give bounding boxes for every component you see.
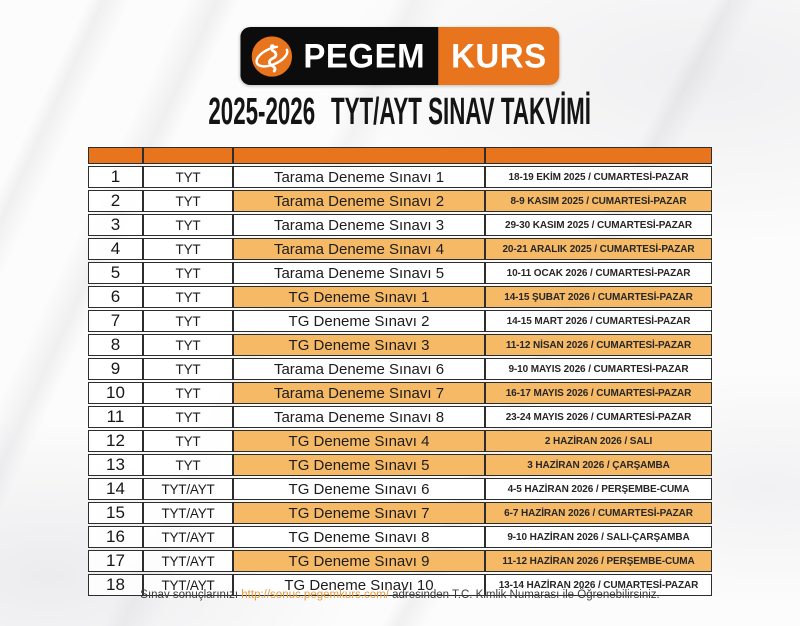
row-exam-type: TYT	[143, 406, 233, 428]
row-exam-date: 14-15 MART 2026 / CUMARTESİ-PAZAR	[485, 310, 712, 332]
row-exam-type: TYT/AYT	[143, 478, 233, 500]
row-number: 17	[88, 550, 143, 572]
header-cell-number	[88, 147, 143, 164]
table-row	[88, 286, 712, 308]
row-exam-date: 11-12 HAZİRAN 2026 / PERŞEMBE-CUMA	[485, 550, 712, 572]
logo-orange-section	[438, 27, 560, 85]
footer-prefix: Sınav sonuçlarınızı	[140, 589, 242, 601]
table-row	[88, 478, 712, 500]
row-exam-date: 6-7 HAZİRAN 2026 / CUMARTESİ-PAZAR	[485, 502, 712, 524]
table-row	[88, 166, 712, 188]
row-number: 5	[88, 262, 143, 284]
row-number: 6	[88, 286, 143, 308]
row-exam-date: 3 HAZİRAN 2026 / ÇARŞAMBA	[485, 454, 712, 476]
row-number: 7	[88, 310, 143, 332]
table-row	[88, 238, 712, 260]
row-exam-type: TYT	[143, 430, 233, 452]
table-row	[88, 214, 712, 236]
row-exam-date: 13-14 HAZİRAN 2026 / CUMARTESİ-PAZAR	[485, 574, 712, 596]
row-exam-name: TG Deneme Sınavı 7	[233, 502, 485, 524]
table-row	[88, 382, 712, 404]
row-number: 15	[88, 502, 143, 524]
row-exam-date: 11-12 NİSAN 2026 / CUMARTESİ-PAZAR	[485, 334, 712, 356]
row-number: 12	[88, 430, 143, 452]
row-exam-date: 10-11 OCAK 2026 / CUMARTESİ-PAZAR	[485, 262, 712, 284]
row-exam-type: TYT/AYT	[143, 526, 233, 548]
row-exam-name: TG Deneme Sınavı 8	[233, 526, 485, 548]
row-exam-name: Tarama Deneme Sınavı 1	[233, 166, 485, 188]
pegem-kurs-logo	[240, 27, 559, 85]
row-exam-name: TG Deneme Sınavı 6	[233, 478, 485, 500]
table-row	[88, 406, 712, 428]
exam-schedule-table	[88, 145, 712, 598]
table-header-row	[88, 147, 712, 164]
row-exam-type: TYT	[143, 190, 233, 212]
row-exam-date: 23-24 MAYIS 2026 / CUMARTESİ-PAZAR	[485, 406, 712, 428]
row-exam-type: TYT	[143, 238, 233, 260]
row-number: 18	[88, 574, 143, 596]
header-cell-date	[485, 147, 712, 164]
table-row	[88, 310, 712, 332]
row-exam-name: Tarama Deneme Sınavı 3	[233, 214, 485, 236]
title-years: 2025-2026	[208, 90, 316, 133]
row-number: 1	[88, 166, 143, 188]
table-row	[88, 454, 712, 476]
row-exam-date: 4-5 HAZİRAN 2026 / PERŞEMBE-CUMA	[485, 478, 712, 500]
row-exam-name: TG Deneme Sınavı 5	[233, 454, 485, 476]
row-exam-date: 18-19 EKİM 2025 / CUMARTESİ-PAZAR	[485, 166, 712, 188]
row-number: 9	[88, 358, 143, 380]
table-row	[88, 262, 712, 284]
row-exam-type: TYT	[143, 382, 233, 404]
table-row	[88, 550, 712, 572]
row-number: 11	[88, 406, 143, 428]
row-exam-name: Tarama Deneme Sınavı 2	[233, 190, 485, 212]
row-exam-name: TG Deneme Sınavı 1	[233, 286, 485, 308]
row-exam-type: TYT	[143, 262, 233, 284]
row-exam-date: 14-15 ŞUBAT 2026 / CUMARTESİ-PAZAR	[485, 286, 712, 308]
header-cell-type	[143, 147, 233, 164]
page-title	[0, 90, 800, 133]
row-exam-date: 2 HAZİRAN 2026 / SALI	[485, 430, 712, 452]
row-exam-type: TYT	[143, 334, 233, 356]
table-row	[88, 430, 712, 452]
exam-table-body	[88, 166, 712, 596]
row-exam-name: Tarama Deneme Sınavı 4	[233, 238, 485, 260]
results-url-link[interactable]: http://sonuc.pegemkurs.com/	[241, 589, 389, 601]
title-text: TYT/AYT SINAV TAKVİMİ	[331, 90, 592, 133]
results-info-line	[0, 589, 800, 601]
row-number: 14	[88, 478, 143, 500]
pegem-swirl-icon	[249, 34, 294, 79]
row-exam-name: TG Deneme Sınavı 2	[233, 310, 485, 332]
logo-brand-secondary: KURS	[451, 36, 547, 75]
row-number: 4	[88, 238, 143, 260]
row-exam-type: TYT/AYT	[143, 574, 233, 596]
row-number: 2	[88, 190, 143, 212]
row-exam-date: 29-30 KASIM 2025 / CUMARTESİ-PAZAR	[485, 214, 712, 236]
table-row	[88, 526, 712, 548]
footer-suffix: adresinden T.C. Kimlik Numarası ile Öğrenebilirsiniz.	[388, 589, 660, 601]
row-exam-type: TYT/AYT	[143, 550, 233, 572]
row-exam-type: TYT	[143, 214, 233, 236]
row-exam-type: TYT/AYT	[143, 502, 233, 524]
row-exam-date: 9-10 HAZİRAN 2026 / SALI-ÇARŞAMBA	[485, 526, 712, 548]
logo-black-section	[240, 27, 438, 85]
row-exam-name: TG Deneme Sınavı 3	[233, 334, 485, 356]
row-exam-date: 8-9 KASIM 2025 / CUMARTESİ-PAZAR	[485, 190, 712, 212]
row-exam-name: TG Deneme Sınavı 10	[233, 574, 485, 596]
logo-brand-primary: PEGEM	[303, 36, 426, 75]
row-number: 16	[88, 526, 143, 548]
row-exam-date: 20-21 ARALIK 2025 / CUMARTESİ-PAZAR	[485, 238, 712, 260]
row-exam-type: TYT	[143, 454, 233, 476]
row-exam-name: Tarama Deneme Sınavı 5	[233, 262, 485, 284]
row-exam-type: TYT	[143, 358, 233, 380]
row-exam-name: Tarama Deneme Sınavı 6	[233, 358, 485, 380]
table-row	[88, 358, 712, 380]
row-exam-type: TYT	[143, 286, 233, 308]
table-row	[88, 334, 712, 356]
row-exam-date: 16-17 MAYIS 2026 / CUMARTESİ-PAZAR	[485, 382, 712, 404]
row-exam-name: Tarama Deneme Sınavı 8	[233, 406, 485, 428]
row-exam-date: 9-10 MAYIS 2026 / CUMARTESİ-PAZAR	[485, 358, 712, 380]
row-number: 10	[88, 382, 143, 404]
row-exam-name: TG Deneme Sınavı 9	[233, 550, 485, 572]
row-number: 13	[88, 454, 143, 476]
row-number: 8	[88, 334, 143, 356]
table-row	[88, 190, 712, 212]
row-exam-type: TYT	[143, 166, 233, 188]
row-exam-name: Tarama Deneme Sınavı 7	[233, 382, 485, 404]
table-row	[88, 502, 712, 524]
row-number: 3	[88, 214, 143, 236]
header-cell-exam	[233, 147, 485, 164]
row-exam-type: TYT	[143, 310, 233, 332]
row-exam-name: TG Deneme Sınavı 4	[233, 430, 485, 452]
